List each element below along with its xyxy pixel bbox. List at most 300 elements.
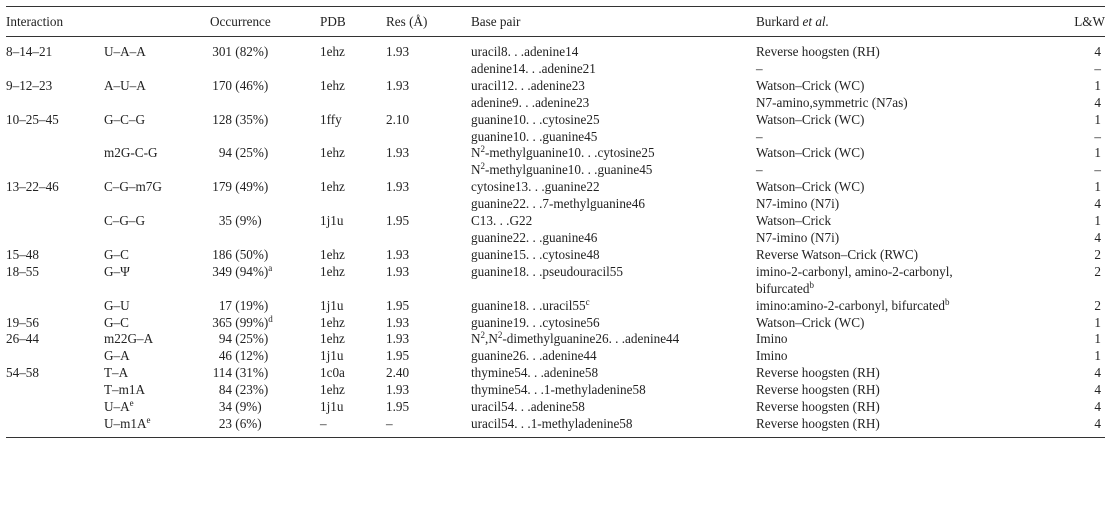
cell-pdb: 1ehz <box>320 314 345 330</box>
cell-interaction <box>6 230 104 247</box>
base-pair-prefix: N <box>471 331 481 347</box>
cell-burkard <box>756 247 1066 264</box>
table-row <box>6 129 1105 146</box>
cell-pair <box>104 264 210 298</box>
cell-res <box>386 196 471 213</box>
cell-lw: – <box>1094 128 1101 144</box>
pair-text: m22G–A <box>104 331 154 347</box>
cell-pair <box>104 315 210 332</box>
cell-base-pair <box>471 129 756 146</box>
cell-base-pair <box>471 382 756 399</box>
cell-pair <box>104 247 210 264</box>
cell-base-pair <box>471 365 756 382</box>
burkard-text: Watson–Crick (WC) <box>756 145 865 161</box>
table-row <box>6 196 1105 213</box>
cell-interaction <box>6 298 104 315</box>
cell-interaction: 9–12–23 <box>6 77 53 93</box>
cell-burkard <box>756 213 1066 230</box>
occurrence-footnote: d <box>268 313 273 324</box>
base-pair-text: guanine15. . .cytosine48 <box>471 246 600 262</box>
occurrence-count: 34 <box>218 399 232 415</box>
occurrence-count: 365 <box>212 314 232 330</box>
cell-lw: 2 <box>1094 263 1101 279</box>
base-pair-superscript: 2 <box>497 330 503 341</box>
occurrence-percent: (25%) <box>235 145 269 161</box>
cell-res: 2.40 <box>386 365 410 381</box>
cell-occurrence <box>210 112 320 129</box>
header-row <box>6 7 1105 37</box>
occurrence-percent: (35%) <box>235 111 269 127</box>
base-pair-text: guanine18. . .pseudouracil55 <box>471 263 623 279</box>
header-burkard-label: Burkard et al. <box>756 14 829 29</box>
burkard-text: N7-imino (N7i) <box>756 229 840 245</box>
table-row <box>6 61 1105 78</box>
cell-occurrence <box>210 179 320 196</box>
cell-lw: 4 <box>1094 196 1101 212</box>
cell-lw: 2 <box>1094 246 1101 262</box>
cell-burkard <box>756 95 1066 112</box>
occurrence-count: 128 <box>212 111 232 127</box>
base-pair-text: thymine54. . .adenine58 <box>471 365 599 381</box>
base-pair-text: adenine9. . .adenine23 <box>471 94 590 110</box>
cell-pdb <box>320 230 386 247</box>
cell-occurrence <box>210 382 320 399</box>
cell-interaction: 8–14–21 <box>6 44 53 59</box>
base-pair-mid: ,N <box>485 331 498 347</box>
table-row <box>6 213 1105 230</box>
cell-interaction <box>6 162 104 179</box>
cell-res: 1.93 <box>386 179 410 195</box>
burkard-text: Reverse hoogsten (RH) <box>756 399 880 415</box>
cell-base-pair <box>471 348 756 365</box>
base-pair-superscript: 2 <box>480 161 486 172</box>
cell-base-pair <box>471 78 756 95</box>
table-row <box>6 145 1105 162</box>
cell-base-pair <box>471 145 756 162</box>
cell-pair <box>104 416 210 437</box>
interaction-table <box>6 6 1105 438</box>
pair-text: U–A <box>104 399 130 415</box>
occurrence-percent: (25%) <box>235 331 269 347</box>
cell-pdb: 1j1u <box>320 297 344 313</box>
cell-occurrence <box>210 78 320 95</box>
cell-burkard <box>756 348 1066 365</box>
cell-base-pair <box>471 37 756 61</box>
cell-base-pair <box>471 112 756 129</box>
base-pair-superscript: 2 <box>480 330 486 341</box>
cell-interaction <box>6 196 104 213</box>
cell-res: – <box>386 415 393 431</box>
cell-pair <box>104 145 210 162</box>
cell-res: 1.93 <box>386 77 410 93</box>
cell-burkard <box>756 399 1066 416</box>
cell-burkard <box>756 331 1066 348</box>
table-row <box>6 416 1105 437</box>
cell-pair <box>104 382 210 399</box>
cell-occurrence <box>210 315 320 332</box>
cell-lw: 2 <box>1094 297 1101 313</box>
pair-text: C–G–G <box>104 213 146 229</box>
cell-res: 1.93 <box>386 314 410 330</box>
burkard-text: Imino <box>756 331 788 347</box>
table-row <box>6 37 1105 61</box>
burkard-text: imino-2-carbonyl, amino-2-carbonyl, <box>756 263 953 279</box>
table-row <box>6 315 1105 332</box>
occurrence-count: 349 <box>212 263 232 279</box>
cell-occurrence <box>210 162 320 179</box>
cell-occurrence <box>210 230 320 247</box>
occurrence-percent: (19%) <box>235 297 269 313</box>
burkard-text: Watson–Crick (WC) <box>756 314 865 330</box>
cell-lw: 1 <box>1094 179 1101 195</box>
cell-pdb: 1ehz <box>320 179 345 195</box>
pair-text: G–C <box>104 314 129 330</box>
occurrence-percent: (82%) <box>235 44 269 59</box>
cell-interaction <box>6 382 104 399</box>
pair-text: T–m1A <box>104 382 146 398</box>
table-row <box>6 331 1105 348</box>
base-pair-text: cytosine13. . .guanine22 <box>471 179 600 195</box>
cell-interaction: 19–56 <box>6 314 39 330</box>
cell-res: 1.95 <box>386 399 410 415</box>
occurrence-count: 23 <box>218 415 232 431</box>
cell-occurrence <box>210 129 320 146</box>
cell-burkard <box>756 179 1066 196</box>
cell-pdb: 1c0a <box>320 365 345 381</box>
base-pair-text: -methylguanine10. . .guanine45 <box>485 162 653 178</box>
cell-burkard <box>756 61 1066 78</box>
cell-lw: – <box>1094 162 1101 178</box>
cell-res: 1.95 <box>386 213 410 229</box>
cell-lw: 1 <box>1094 213 1101 229</box>
cell-interaction: 15–48 <box>6 246 39 262</box>
cell-res: 1.93 <box>386 263 410 279</box>
cell-res: 1.93 <box>386 44 410 59</box>
cell-lw: 4 <box>1094 365 1101 381</box>
occurrence-percent: (49%) <box>235 179 269 195</box>
cell-occurrence <box>210 61 320 78</box>
cell-base-pair <box>471 331 756 348</box>
occurrence-percent: (99%) <box>235 314 269 330</box>
pair-footnote: e <box>129 398 134 409</box>
burkard-text: Watson–Crick (WC) <box>756 111 865 127</box>
pair-text: T–A <box>104 365 129 381</box>
base-pair-text: guanine19. . .cytosine56 <box>471 314 600 330</box>
occurrence-count: 114 <box>212 365 232 381</box>
cell-occurrence <box>210 196 320 213</box>
cell-lw: 4 <box>1094 44 1101 59</box>
cell-occurrence <box>210 145 320 162</box>
occurrence-percent: (46%) <box>235 77 269 93</box>
cell-base-pair <box>471 416 756 437</box>
base-pair-text: guanine10. . .cytosine25 <box>471 111 600 127</box>
cell-res <box>386 162 471 179</box>
cell-pair <box>104 95 210 112</box>
table-row <box>6 78 1105 95</box>
burkard-text: Reverse hoogsten (RH) <box>756 415 880 431</box>
table-row <box>6 298 1105 315</box>
occurrence-count: 186 <box>212 246 232 262</box>
table-row <box>6 399 1105 416</box>
cell-pdb: 1j1u <box>320 213 344 229</box>
cell-interaction <box>6 145 104 162</box>
burkard-text-line2: bifurcated <box>756 280 810 296</box>
pair-text: G–A <box>104 348 130 364</box>
cell-base-pair <box>471 399 756 416</box>
base-pair-text: uracil8. . .adenine14 <box>471 44 579 59</box>
base-pair-text: uracil12. . .adenine23 <box>471 77 585 93</box>
cell-res: 1.95 <box>386 297 410 313</box>
base-pair-text: guanine22. . .guanine46 <box>471 229 598 245</box>
cell-occurrence <box>210 365 320 382</box>
cell-res: 1.93 <box>386 382 410 398</box>
cell-pdb: 1ehz <box>320 382 345 398</box>
cell-burkard <box>756 78 1066 95</box>
cell-lw: 4 <box>1094 382 1101 398</box>
base-pair-prefix: N <box>471 145 481 161</box>
cell-pair <box>104 331 210 348</box>
occurrence-count: 17 <box>218 297 232 313</box>
occurrence-count: 301 <box>212 44 232 59</box>
table-row <box>6 365 1105 382</box>
cell-interaction <box>6 399 104 416</box>
cell-occurrence <box>210 213 320 230</box>
cell-interaction <box>6 61 104 78</box>
cell-burkard <box>756 298 1066 315</box>
cell-burkard <box>756 129 1066 146</box>
cell-base-pair <box>471 230 756 247</box>
cell-pair <box>104 61 210 78</box>
burkard-text: Watson–Crick <box>756 213 832 229</box>
pair-text: U–A–A <box>104 44 146 59</box>
cell-res <box>386 95 471 112</box>
cell-base-pair <box>471 179 756 196</box>
cell-lw: 1 <box>1094 314 1101 330</box>
cell-lw: 4 <box>1094 229 1101 245</box>
cell-lw: 1 <box>1094 331 1101 347</box>
cell-lw: 4 <box>1094 399 1101 415</box>
occurrence-percent: (23%) <box>235 382 269 398</box>
cell-interaction: 54–58 <box>6 365 39 381</box>
cell-base-pair <box>471 298 756 315</box>
pair-text: G–U <box>104 297 130 313</box>
cell-res: 1.95 <box>386 348 410 364</box>
cell-pair <box>104 365 210 382</box>
cell-pdb: 1ehz <box>320 246 345 262</box>
cell-burkard <box>756 382 1066 399</box>
occurrence-count: 179 <box>212 179 232 195</box>
cell-interaction <box>6 348 104 365</box>
base-pair-footnote: c <box>585 296 590 307</box>
cell-occurrence <box>210 298 320 315</box>
pair-text: A–U–A <box>104 77 146 93</box>
base-pair-text: C13. . .G22 <box>471 213 533 229</box>
burkard-text: N7-amino,symmetric (N7as) <box>756 94 908 110</box>
cell-occurrence <box>210 348 320 365</box>
cell-pair <box>104 112 210 129</box>
cell-interaction: 18–55 <box>6 263 39 279</box>
burkard-text: imino:amino-2-carbonyl, bifurcated <box>756 297 945 313</box>
header-lw: L&W <box>1074 14 1105 29</box>
burkard-text: – <box>756 60 763 76</box>
cell-burkard <box>756 37 1066 61</box>
base-pair-superscript: 2 <box>480 144 486 155</box>
pair-text: U–m1A <box>104 415 147 431</box>
base-pair-text: -dimethylguanine26. . .adenine44 <box>502 331 680 347</box>
pair-text: G–Ψ <box>104 263 130 279</box>
occurrence-count: 84 <box>218 382 232 398</box>
cell-lw: 1 <box>1094 348 1101 364</box>
base-pair-text: guanine26. . .adenine44 <box>471 348 597 364</box>
cell-burkard <box>756 264 1066 298</box>
cell-pair <box>104 213 210 230</box>
cell-occurrence <box>210 37 320 61</box>
cell-base-pair <box>471 196 756 213</box>
cell-pdb: 1ehz <box>320 331 345 347</box>
burkard-text: N7-imino (N7i) <box>756 196 840 212</box>
table-row <box>6 162 1105 179</box>
cell-pair <box>104 298 210 315</box>
cell-res <box>386 230 471 247</box>
cell-lw: – <box>1094 60 1101 76</box>
header-pair <box>104 7 210 37</box>
base-pair-text: guanine18. . .uracil55 <box>471 297 586 313</box>
cell-pdb <box>320 95 386 112</box>
cell-burkard <box>756 162 1066 179</box>
cell-pair <box>104 348 210 365</box>
cell-pair <box>104 230 210 247</box>
table-row <box>6 230 1105 247</box>
cell-occurrence <box>210 95 320 112</box>
occurrence-count: 94 <box>218 145 232 161</box>
cell-pdb: 1ffy <box>320 111 342 127</box>
cell-base-pair <box>471 95 756 112</box>
cell-pair <box>104 399 210 416</box>
burkard-footnote: b <box>809 279 814 290</box>
table-row <box>6 95 1105 112</box>
cell-pair <box>104 129 210 146</box>
occurrence-count: 46 <box>218 348 232 364</box>
header-res: Res (Å) <box>386 14 428 29</box>
cell-pdb: 1ehz <box>320 77 345 93</box>
occurrence-percent: (9%) <box>235 399 262 415</box>
base-pair-text: -methylguanine10. . .cytosine25 <box>485 145 655 161</box>
occurrence-percent: (9%) <box>235 213 262 229</box>
cell-burkard <box>756 315 1066 332</box>
cell-base-pair <box>471 315 756 332</box>
table-body <box>6 37 1105 438</box>
table-row <box>6 264 1105 298</box>
header-occurrence: Occurrence <box>210 14 271 29</box>
base-pair-text: guanine10. . .guanine45 <box>471 128 598 144</box>
cell-pair <box>104 162 210 179</box>
cell-interaction: 10–25–45 <box>6 111 59 127</box>
cell-lw: 1 <box>1094 111 1101 127</box>
header-burkard <box>756 7 1066 37</box>
occurrence-percent: (12%) <box>235 348 269 364</box>
cell-base-pair <box>471 264 756 298</box>
cell-pair <box>104 179 210 196</box>
cell-occurrence <box>210 416 320 437</box>
cell-base-pair <box>471 247 756 264</box>
cell-burkard <box>756 196 1066 213</box>
cell-base-pair <box>471 162 756 179</box>
cell-pdb: 1ehz <box>320 44 345 59</box>
base-pair-text: uracil54. . .adenine58 <box>471 399 585 415</box>
occurrence-percent: (50%) <box>235 246 269 262</box>
cell-pair <box>104 196 210 213</box>
cell-burkard <box>756 365 1066 382</box>
occurrence-percent: (6%) <box>235 415 262 431</box>
pair-text: m2G-C-G <box>104 145 158 161</box>
cell-res: 1.93 <box>386 246 410 262</box>
pair-footnote: e <box>146 414 151 425</box>
header-interaction: Interaction <box>6 14 64 29</box>
cell-pdb: 1j1u <box>320 399 344 415</box>
cell-pdb <box>320 196 386 213</box>
burkard-text: Reverse hoogsten (RH) <box>756 365 880 381</box>
cell-interaction: 13–22–46 <box>6 179 59 195</box>
base-pair-text: thymine54. . .1-methyladenine58 <box>471 382 646 398</box>
base-pair-prefix: N <box>471 162 481 178</box>
burkard-text: – <box>756 162 763 178</box>
burkard-text: Reverse Watson–Crick (RWC) <box>756 246 919 262</box>
cell-res <box>386 129 471 146</box>
occurrence-footnote: a <box>268 262 273 273</box>
pair-text: G–C–G <box>104 111 146 127</box>
cell-lw: 4 <box>1094 94 1101 110</box>
cell-pair <box>104 37 210 61</box>
cell-burkard <box>756 416 1066 437</box>
cell-occurrence <box>210 247 320 264</box>
cell-burkard <box>756 112 1066 129</box>
cell-pdb <box>320 162 386 179</box>
burkard-footnote: b <box>944 296 950 307</box>
burkard-text: Imino <box>756 348 788 364</box>
cell-occurrence <box>210 399 320 416</box>
cell-burkard <box>756 230 1066 247</box>
cell-pair <box>104 78 210 95</box>
occurrence-percent: (94%) <box>235 263 269 279</box>
table-row <box>6 179 1105 196</box>
cell-occurrence <box>210 331 320 348</box>
cell-pdb: – <box>320 415 327 431</box>
table-row <box>6 348 1105 365</box>
burkard-text: Reverse hoogsten (RH) <box>756 382 880 398</box>
cell-res: 1.93 <box>386 331 410 347</box>
cell-interaction <box>6 95 104 112</box>
cell-pdb: 1j1u <box>320 348 344 364</box>
cell-burkard <box>756 145 1066 162</box>
cell-pdb <box>320 129 386 146</box>
header-base-pair: Base pair <box>471 14 521 29</box>
cell-lw: 4 <box>1094 415 1101 431</box>
cell-lw: 1 <box>1094 145 1101 161</box>
occurrence-percent: (31%) <box>235 365 269 381</box>
header-pdb: PDB <box>320 14 346 29</box>
base-pair-text: guanine22. . .7-methylguanine46 <box>471 196 645 212</box>
cell-res: 2.10 <box>386 111 410 127</box>
table-row <box>6 382 1105 399</box>
occurrence-count: 170 <box>212 77 232 93</box>
cell-base-pair <box>471 61 756 78</box>
burkard-text: Watson–Crick (WC) <box>756 179 865 195</box>
base-pair-text: uracil54. . .1-methyladenine58 <box>471 415 633 431</box>
cell-pdb <box>320 61 386 78</box>
cell-occurrence <box>210 264 320 298</box>
cell-interaction <box>6 129 104 146</box>
pair-text: C–G–m7G <box>104 179 162 195</box>
